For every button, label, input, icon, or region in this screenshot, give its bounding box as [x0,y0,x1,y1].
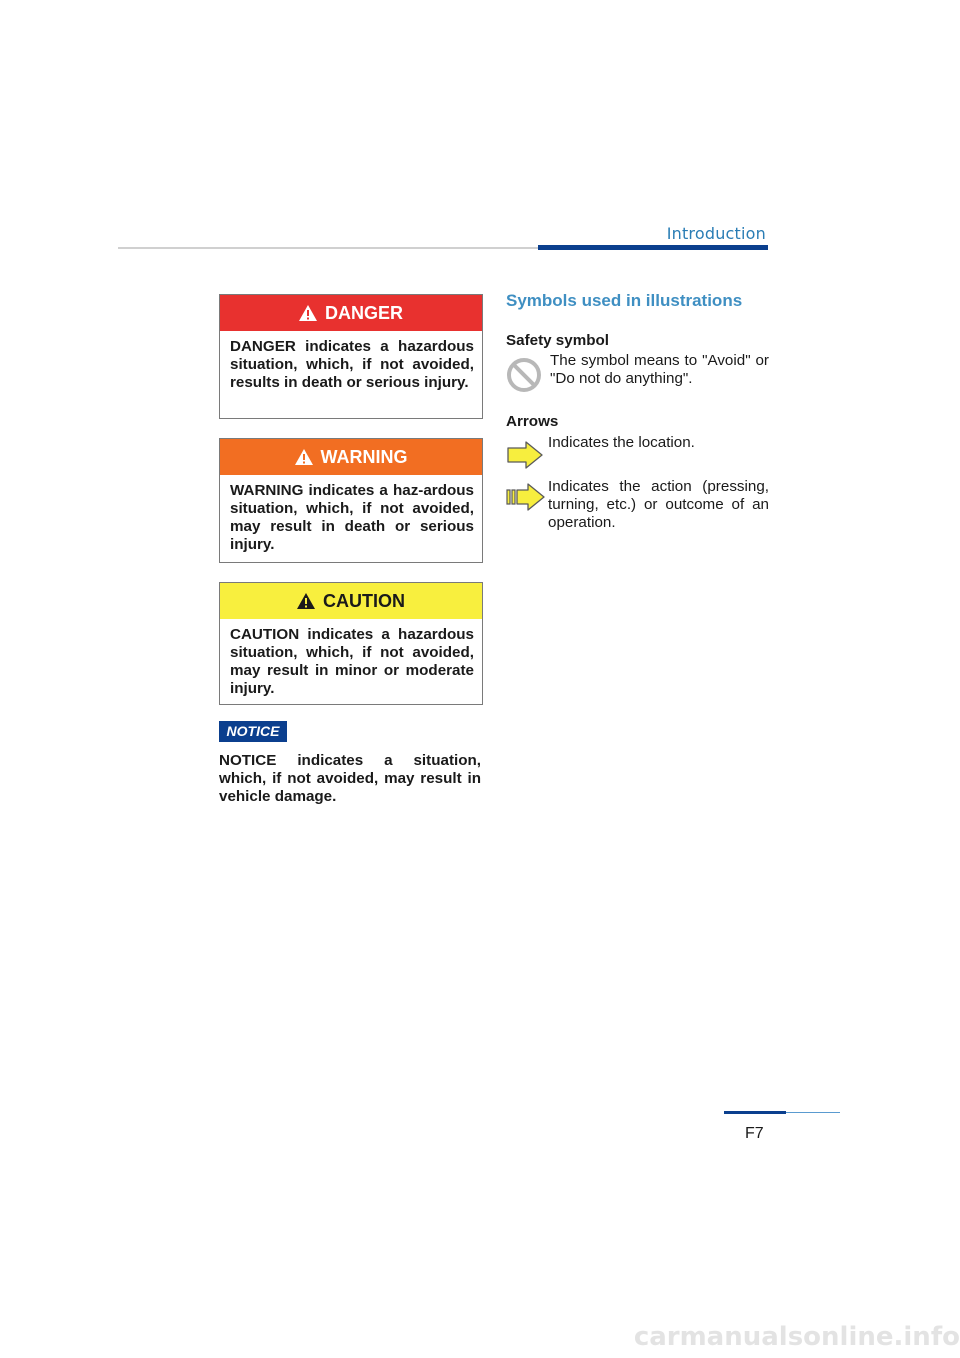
notice-badge: NOTICE [219,721,287,742]
danger-header [220,295,482,331]
warning-triangle-icon [297,593,315,609]
warning-box [219,438,483,563]
warning-header [220,439,482,475]
warning-label: WARNING [320,446,408,467]
danger-box [219,294,483,419]
caution-label: CAUTION [323,590,405,611]
caution-header [220,583,482,619]
watermark: carmanualsonline.info [633,1322,960,1352]
symbols-heading: Symbols used in illustrations [506,291,743,310]
notice-text: NOTICE indicates a situation, which, if not avoided, may result in vehicle damage. [219,752,481,805]
warning-text: WARNING indicates a haz-ardous situation, which, if not avoided, may result in death or serious injury. [230,482,474,553]
danger-text: DANGER indicates a hazardous situation, which, if not avoided, results in death or serious injury. [230,338,474,391]
warning-triangle-icon [295,449,313,465]
section-title: Introduction [666,224,766,243]
location-arrow-icon [506,440,544,470]
avoid-description: The symbol means to "Avoid" or "Do not do anything". [550,352,769,387]
header-accent-bar [538,245,768,250]
page-number: F7 [745,1125,764,1142]
footer-rule [786,1112,840,1113]
caution-text: CAUTION indicates a hazardous situation, which, if not avoided, may result in minor or moderate injury. [230,626,474,697]
action-arrow-icon [506,481,546,513]
footer-accent-bar [724,1111,786,1114]
action-description: Indicates the action (pressing, turning, etc.) or outcome of an operation. [548,478,769,531]
header-rule [118,247,538,249]
location-description: Indicates the location. [548,434,695,451]
danger-label: DANGER [324,302,403,323]
warning-triangle-icon [299,305,317,321]
safety-symbol-title: Safety symbol [506,332,609,349]
caution-box [219,582,483,705]
arrows-title: Arrows [506,413,559,430]
prohibition-icon [506,357,542,393]
